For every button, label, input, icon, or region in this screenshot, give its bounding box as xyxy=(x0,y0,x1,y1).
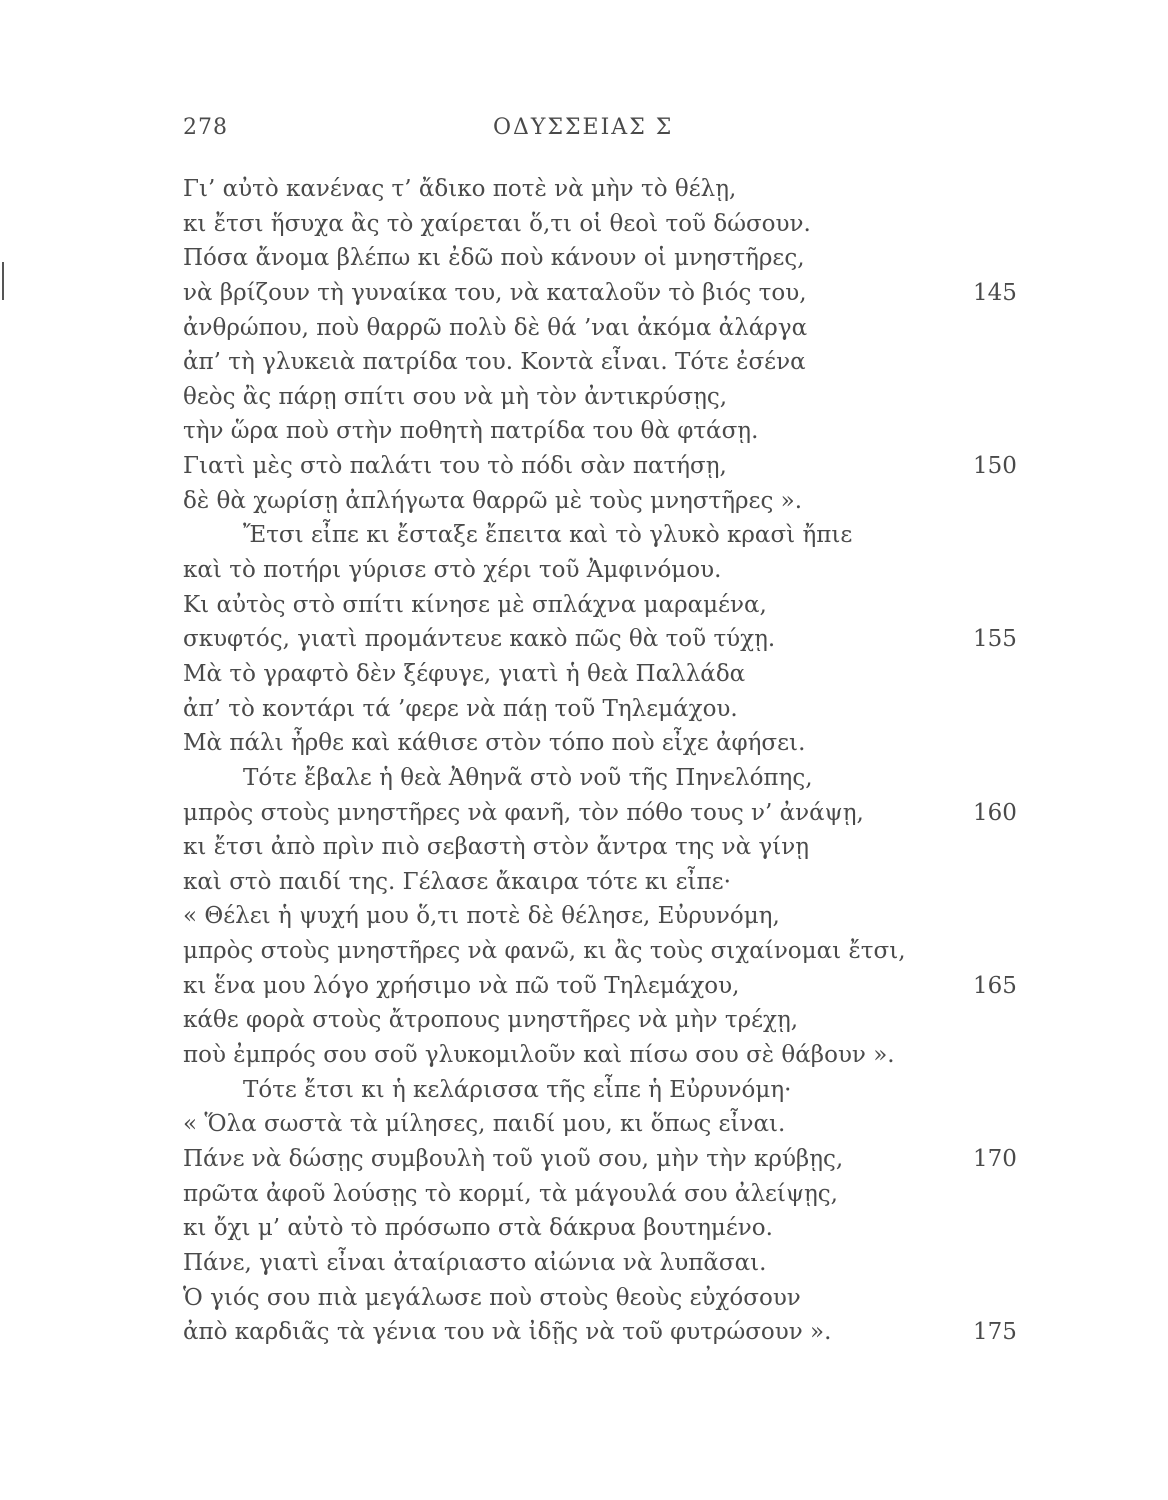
verse-text: Μὰ τὸ γραφτὸ δὲν ξέφυγε, γιατὶ ἡ θεὰ Παλλάδα xyxy=(183,660,746,687)
verse-text: κάθε φορὰ στοὺς ἄτροπους μνηστῆρες νὰ μὴν τρέχῃ, xyxy=(183,1007,799,1034)
verse-text: Μὰ πάλι ἦρθε καὶ κάθισε στὸν τόπο ποὺ εἶχε ἀφήσει. xyxy=(183,730,806,757)
verse-line xyxy=(183,692,1023,727)
line-number: 150 xyxy=(973,453,1017,480)
verse-line xyxy=(183,726,1023,761)
verse-text: ποὺ ἐμπρός σου σοῦ γλυκομιλοῦν καὶ πίσω σου σὲ θάβουν ». xyxy=(183,1042,895,1069)
verse-line xyxy=(183,414,1023,449)
verse-text: δὲ θὰ χωρίσῃ ἀπλήγωτα θαρρῶ μὲ τοὺς μνηστῆρες ». xyxy=(183,487,803,514)
verse-text: νὰ βρίζουν τὴ γυναίκα του, νὰ καταλοῦν τὸ βιός του, xyxy=(183,279,807,306)
line-number: 175 xyxy=(973,1319,1017,1346)
verse-line xyxy=(183,172,1023,207)
verse-line xyxy=(183,311,1023,346)
verse-line xyxy=(183,1211,1023,1246)
line-number: 170 xyxy=(973,1145,1017,1172)
verse-text: καὶ τὸ ποτήρι γύρισε στὸ χέρι τοῦ Ἀμφινόμου. xyxy=(183,557,722,584)
running-head: ΟΔΥΣΣΕΙΑΣ Σ xyxy=(493,115,674,140)
verse-text: μπρὸς στοὺς μνηστῆρες νὰ φανῆ, τὸν πόθο τους ν’ ἀνάψῃ, xyxy=(183,799,864,826)
verse-text: Ἔτσι εἶπε κι ἔσταξε ἔπειτα καὶ τὸ γλυκὸ κρασὶ ἤπιε xyxy=(243,522,853,549)
verse-text: καὶ στὸ παιδί της. Γέλασε ἄκαιρα τότε κι εἶπε· xyxy=(183,868,731,895)
verse-text: Ὁ γιός σου πιὰ μεγάλωσε ποὺ στοὺς θεοὺς εὐχόσουν xyxy=(183,1284,801,1311)
verse-text: Πάνε, γιατὶ εἶναι ἀταίριαστο αἰώνια νὰ λυπᾶσαι. xyxy=(183,1249,767,1276)
poem-text xyxy=(183,172,1023,1350)
verse-line xyxy=(183,588,1023,623)
verse-line xyxy=(183,1038,1023,1073)
verse-line xyxy=(183,276,1023,311)
verse-text: κι ἔτσι ἥσυχα ἂς τὸ χαίρεται ὅ,τι οἱ θεοὶ τοῦ δώσουν. xyxy=(183,210,811,237)
page-header xyxy=(183,115,713,145)
verse-text: « Ὅλα σωστὰ τὰ μίλησες, παιδί μου, κι ὅπως εἶναι. xyxy=(183,1111,786,1138)
verse-line xyxy=(183,796,1023,831)
line-number: 145 xyxy=(973,279,1017,306)
page-number: 278 xyxy=(183,115,228,140)
verse-line xyxy=(183,830,1023,865)
verse-line xyxy=(183,1107,1023,1142)
verse-text: τὴν ὥρα ποὺ στὴν ποθητὴ πατρίδα του θὰ φτάσῃ. xyxy=(183,418,759,445)
verse-text: Τότε ἔβαλε ἡ θεὰ Ἀθηνᾶ στὸ νοῦ τῆς Πηνελόπης, xyxy=(243,764,813,791)
verse-line xyxy=(183,865,1023,900)
verse-text: Γι’ αὐτὸ κανένας τ’ ἄδικο ποτὲ νὰ μὴν τὸ θέλῃ, xyxy=(183,176,737,202)
verse-line xyxy=(183,241,1023,276)
verse-line xyxy=(183,657,1023,692)
verse-line xyxy=(183,207,1023,242)
verse-line xyxy=(183,553,1023,588)
verse-text: κι ὄχι μ’ αὐτὸ τὸ πρόσωπο στὰ δάκρυα βουτημένο. xyxy=(183,1215,773,1242)
line-number: 155 xyxy=(973,626,1017,653)
verse-line xyxy=(183,1003,1023,1038)
line-number: 165 xyxy=(973,972,1017,999)
verse-text: Πόσα ἄνομα βλέπω κι ἐδῶ ποὺ κάνουν οἱ μνηστῆρες, xyxy=(183,245,805,272)
verse-text: ἀπ’ τὸ κοντάρι τά ’φερε νὰ πάῃ τοῦ Τηλεμάχου. xyxy=(183,695,738,722)
verse-text: Κι αὐτὸς στὸ σπίτι κίνησε μὲ σπλάχνα μαραμένα, xyxy=(183,591,767,618)
verse-line xyxy=(183,518,1023,553)
scan-margin-mark xyxy=(2,262,4,300)
verse-text: ἀπὸ καρδιᾶς τὰ γένια του νὰ ἰδῇς νὰ τοῦ φυτρώσουν ». xyxy=(183,1319,832,1346)
verse-line xyxy=(183,1281,1023,1316)
line-number: 160 xyxy=(973,799,1017,826)
verse-text: μπρὸς στοὺς μνηστῆρες νὰ φανῶ, κι ἂς τοὺς σιχαίνομαι ἔτσι, xyxy=(183,938,906,965)
verse-text: κι ἕνα μου λόγο χρήσιμο νὰ πῶ τοῦ Τηλεμάχου, xyxy=(183,972,740,999)
verse-line xyxy=(183,1246,1023,1281)
verse-line xyxy=(183,622,1023,657)
verse-text: θεὸς ἂς πάρῃ σπίτι σου νὰ μὴ τὸν ἀντικρύσῃς, xyxy=(183,383,728,410)
verse-line xyxy=(183,761,1023,796)
verse-text: Γιατὶ μὲς στὸ παλάτι του τὸ πόδι σὰν πατήσῃ, xyxy=(183,453,727,480)
verse-text: « Θέλει ἡ ψυχή μου ὅ,τι ποτὲ δὲ θέλησε, Εὐρυνόμη, xyxy=(183,903,780,930)
verse-line xyxy=(183,345,1023,380)
verse-line xyxy=(183,969,1023,1004)
verse-line xyxy=(183,1315,1023,1350)
verse-line xyxy=(183,449,1023,484)
verse-text: σκυφτός, γιατὶ προμάντευε κακὸ πῶς θὰ τοῦ τύχῃ. xyxy=(183,626,776,653)
verse-text: ἀνθρώπου, ποὺ θαρρῶ πολὺ δὲ θά ’ναι ἀκόμα ἀλάργα xyxy=(183,314,808,341)
verse-line xyxy=(183,1142,1023,1177)
verse-line xyxy=(183,899,1023,934)
verse-text: Τότε ἔτσι κι ἡ κελάρισσα τῆς εἶπε ἡ Εὐρυνόμη· xyxy=(243,1076,792,1103)
verse-line xyxy=(183,1073,1023,1108)
verse-text: κι ἔτσι ἀπὸ πρὶν πιὸ σεβαστὴ στὸν ἄντρα της νὰ γίνῃ xyxy=(183,834,810,861)
verse-line xyxy=(183,380,1023,415)
verse-line xyxy=(183,1177,1023,1212)
verse-line xyxy=(183,934,1023,969)
verse-line xyxy=(183,484,1023,519)
verse-text: ἀπ’ τὴ γλυκειὰ πατρίδα του. Κοντὰ εἶναι. Τότε ἐσένα xyxy=(183,349,806,376)
verse-text: Πάνε νὰ δώσῃς συμβουλὴ τοῦ γιοῦ σου, μὴν τὴν κρύβῃς, xyxy=(183,1145,844,1172)
verse-text: πρῶτα ἀφοῦ λούσῃς τὸ κορμί, τὰ μάγουλά σου ἀλείψῃς, xyxy=(183,1180,838,1207)
